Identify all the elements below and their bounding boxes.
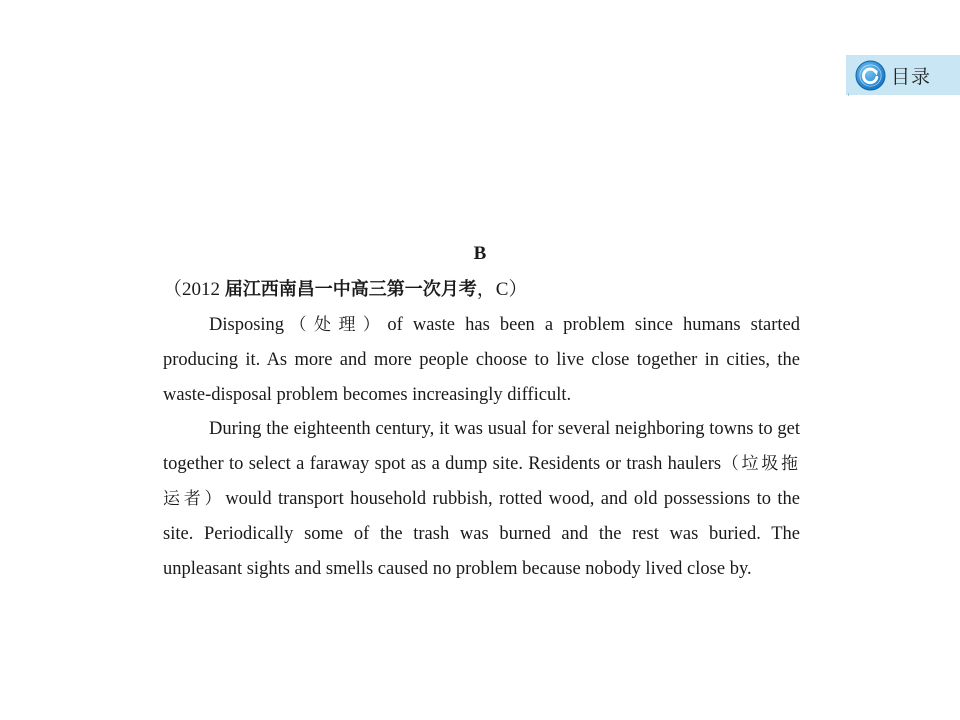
circular-arrow-icon	[855, 60, 886, 91]
section-letter: B	[473, 243, 487, 264]
paragraph-1-rest: of waste has been a problem since humans started producing it. As more and more people choose to live close together in cities, the waste-disposal problem becomes increasingly difficult.	[163, 315, 800, 405]
toc-label: 目录	[891, 65, 932, 88]
paragraph-2	[163, 412, 800, 586]
paragraph-2-rest: would transport household rubbish, rotted wood, and old possessions to the site. Periodically some of the trash was burned and the rest was buried. The unpleasant sights and smells caused no problem because nobody lived close by.	[163, 488, 801, 579]
source-year: 2012	[182, 279, 225, 300]
passage	[163, 308, 800, 586]
paragraph-1-gloss: （处理）	[284, 315, 388, 335]
source-line	[163, 276, 527, 304]
toc-button[interactable]	[846, 55, 960, 95]
source-open: （	[163, 279, 183, 300]
paragraph-1-lead: Disposing	[209, 315, 285, 335]
paragraph-2-gloss: （垃圾拖运者）	[163, 454, 801, 509]
paragraph-1	[163, 308, 800, 412]
paragraph-2-lead: During the eighteenth century, it was usual for several neighboring towns to get together to select a faraway spot as a dump site. Residents or trash haulers	[163, 419, 800, 475]
source-suffix: ，C）	[476, 279, 528, 300]
source-label: 届江西南昌一中高三第一次月考	[224, 279, 477, 300]
